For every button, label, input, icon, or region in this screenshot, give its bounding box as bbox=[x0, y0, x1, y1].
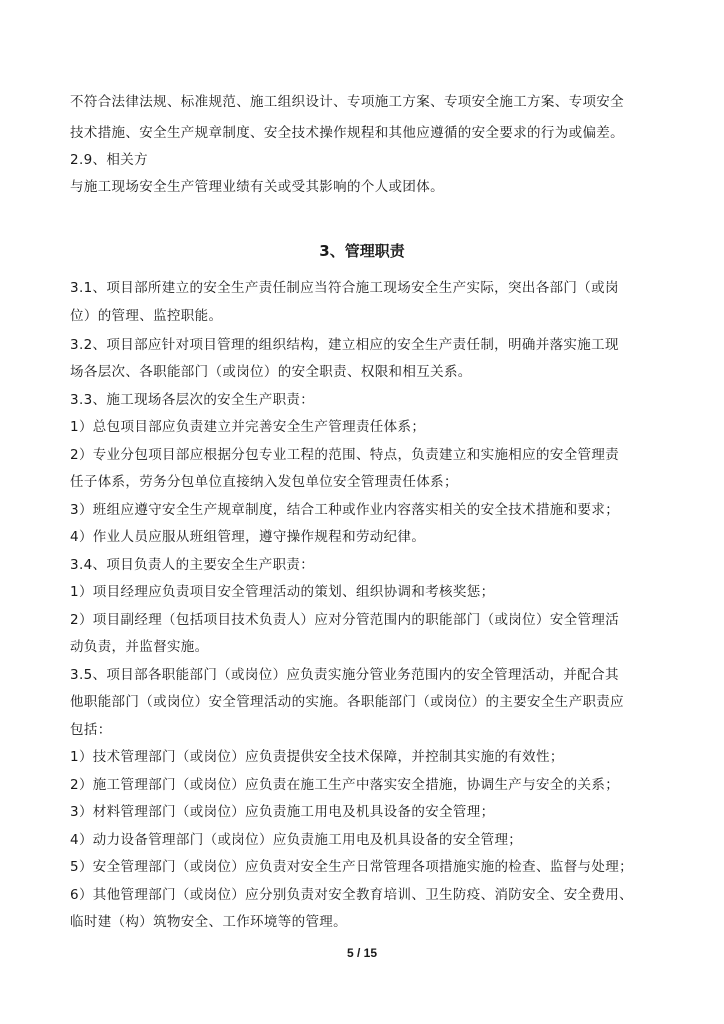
text-line: 3）材料管理部门（或岗位）应负责施工用电及机具设备的安全管理； bbox=[70, 804, 495, 820]
text-line: 与施工现场安全生产管理业绩有关或受其影响的个人或团体。 bbox=[70, 179, 444, 195]
text-line: 3.4、项目负责人的主要安全生产职责： bbox=[70, 557, 315, 573]
text-line: 3.5、项目部各职能部门（或岗位）应负责实施分管业务范围内的安全管理活动，并配合其 bbox=[70, 667, 619, 683]
text-line: 5）安全管理部门（或岗位）应负责对安全生产日常管理各项措施实施的检查、监督与处理； bbox=[70, 859, 633, 875]
text-line: 技术措施、安全生产规章制度、安全技术操作规程和其他应遵循的安全要求的行为或偏差。 bbox=[70, 125, 624, 141]
text-line: 2）施工管理部门（或岗位）应负责在施工生产中落实安全措施，协调生产与安全的关系； bbox=[70, 777, 620, 793]
text-line: 4）动力设备管理部门（或岗位）应负责施工用电及机具设备的安全管理； bbox=[70, 832, 523, 848]
text-line: 任子体系，劳务分包单位直接纳入发包单位安全管理责任体系； bbox=[70, 474, 458, 490]
text-line: 6）其他管理部门（或岗位）应分别负责对安全教育培训、卫生防疫、消防安全、安全费用、 bbox=[70, 887, 633, 903]
text-line: 不符合法律法规、标准规范、施工组织设计、专项施工方案、专项安全施工方案、专项安全 bbox=[70, 94, 624, 110]
text-line: 他职能部门（或岗位）安全管理活动的实施。各职能部门（或岗位）的主要安全生产职责应 bbox=[70, 694, 624, 710]
text-line: 场各层次、各职能部门（或岗位）的安全职责、权限和相互关系。 bbox=[70, 364, 472, 380]
text-line: 动负责，并监督实施。 bbox=[70, 639, 209, 655]
text-line: 3.3、施工现场各层次的安全生产职责： bbox=[70, 392, 315, 408]
text-line: 3.1、项目部所建立的安全生产责任制应当符合施工现场安全生产实际，突出各部门（或岗 bbox=[70, 280, 619, 296]
page-number: 5 / 15 bbox=[346, 946, 378, 960]
text-line: 临时建（构）筑物安全、工作环境等的管理。 bbox=[70, 914, 347, 930]
text-line: 3）班组应遵守安全生产规章制度，结合工种或作业内容落实相关的安全技术措施和要求； bbox=[70, 502, 620, 518]
text-line: 包括： bbox=[70, 722, 112, 738]
text-line: 2）专业分包项目部应根据分包专业工程的范围、特点，负责建立和实施相应的安全管理责 bbox=[70, 447, 620, 463]
section-title: 3、管理职责 bbox=[319, 242, 405, 260]
text-line: 位）的管理、监控职能。 bbox=[70, 308, 223, 324]
text-line: 2）项目副经理（包括项目技术负责人）应对分管范围内的职能部门（或岗位）安全管理活 bbox=[70, 612, 620, 628]
text-line: 3.2、项目部应针对项目管理的组织结构，建立相应的安全生产责任制，明确并落实施工现 bbox=[70, 337, 619, 353]
text-line: 1）项目经理应负责项目安全管理活动的策划、组织协调和考核奖惩； bbox=[70, 584, 495, 600]
text-line: 2.9、相关方 bbox=[70, 152, 148, 168]
text-line: 4）作业人员应服从班组管理，遵守操作规程和劳动纪律。 bbox=[70, 529, 426, 545]
text-line: 1）总包项目部应负责建立并完善安全生产管理责任体系； bbox=[70, 419, 426, 435]
text-line: 1）技术管理部门（或岗位）应负责提供安全技术保障，并控制其实施的有效性； bbox=[70, 749, 564, 765]
